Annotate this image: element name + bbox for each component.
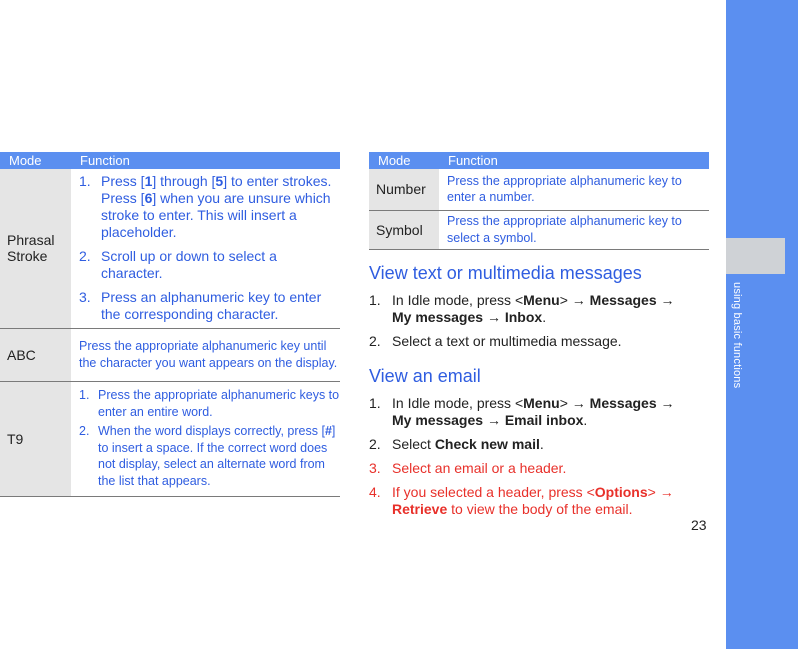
input-mode-table-right [369,152,709,250]
chapter-tab-marker [726,238,785,274]
list-item: 3. Press an alphanumeric key to enter the corresponding character. [79,289,322,323]
chapter-label: using basic functions [731,282,743,389]
page-number: 23 [691,517,707,533]
list-item: 2. Scroll up or down to select a character. [79,248,277,282]
hash-key-icon: # [324,424,332,438]
key-label: 1 [144,173,153,190]
step-list [369,292,694,357]
step-list [79,173,340,323]
function-column-header: Function [71,152,340,169]
mode-cell: Symbol [369,210,439,249]
function-column-header: Function [439,152,709,169]
list-item: 1. In Idle mode, press <Menu> → Messages → My messages → Email inbox. [369,395,675,428]
list-item: 1. Press the appropriate alphanumeric keys to enter an entire word. [79,388,340,419]
mode-cell: Phrasal Stroke [0,169,71,328]
step-list [369,395,694,525]
list-item: 2. Select Check new mail. [369,436,544,452]
table-row [369,169,709,210]
input-mode-table-left [0,152,340,497]
list-item: 2. Select a text or multimedia message. [369,333,622,349]
function-cell: Press the appropriate alphanumeric key to enter a number. [439,169,709,210]
table-row [369,210,709,249]
function-cell [71,381,340,496]
section-heading: View text or multimedia messages [369,263,642,283]
section-heading: View an email [369,366,481,386]
function-cell: Press the appropriate alphanumeric key until the character you want appears on the display. [71,328,340,381]
key-label: 5 [215,173,224,190]
mode-cell: Number [369,169,439,210]
table-header-row [0,152,340,169]
mode-cell: T9 [0,381,71,496]
function-cell: Press the appropriate alphanumeric key to select a symbol. [439,210,709,249]
list-item: 2. When the word displays correctly, press [#] to insert a space. If the correct word does not display, select an alternate word from the list that appears. [79,424,336,488]
mode-column-header: Mode [0,152,71,169]
list-item: 3. Select an email or a header. [369,460,567,476]
key-label: 6 [144,190,153,207]
list-item: 4. If you selected a header, press <Options> → Retrieve to view the body of the email. [369,484,674,517]
list-item: 1. In Idle mode, press <Menu> → Messages → My messages → Inbox. [369,292,675,325]
table-row [0,381,340,496]
function-cell [71,169,340,328]
list-item: 1. Press [1] through [5] to enter strokes. Press [6] when you are unsure which stroke to enter. This will insert a placeholder. [79,173,332,241]
table-row [0,328,340,381]
table-header-row [369,152,709,169]
mode-column-header: Mode [369,152,439,169]
mode-cell: ABC [0,328,71,381]
step-list [79,387,340,489]
table-row [0,169,340,328]
